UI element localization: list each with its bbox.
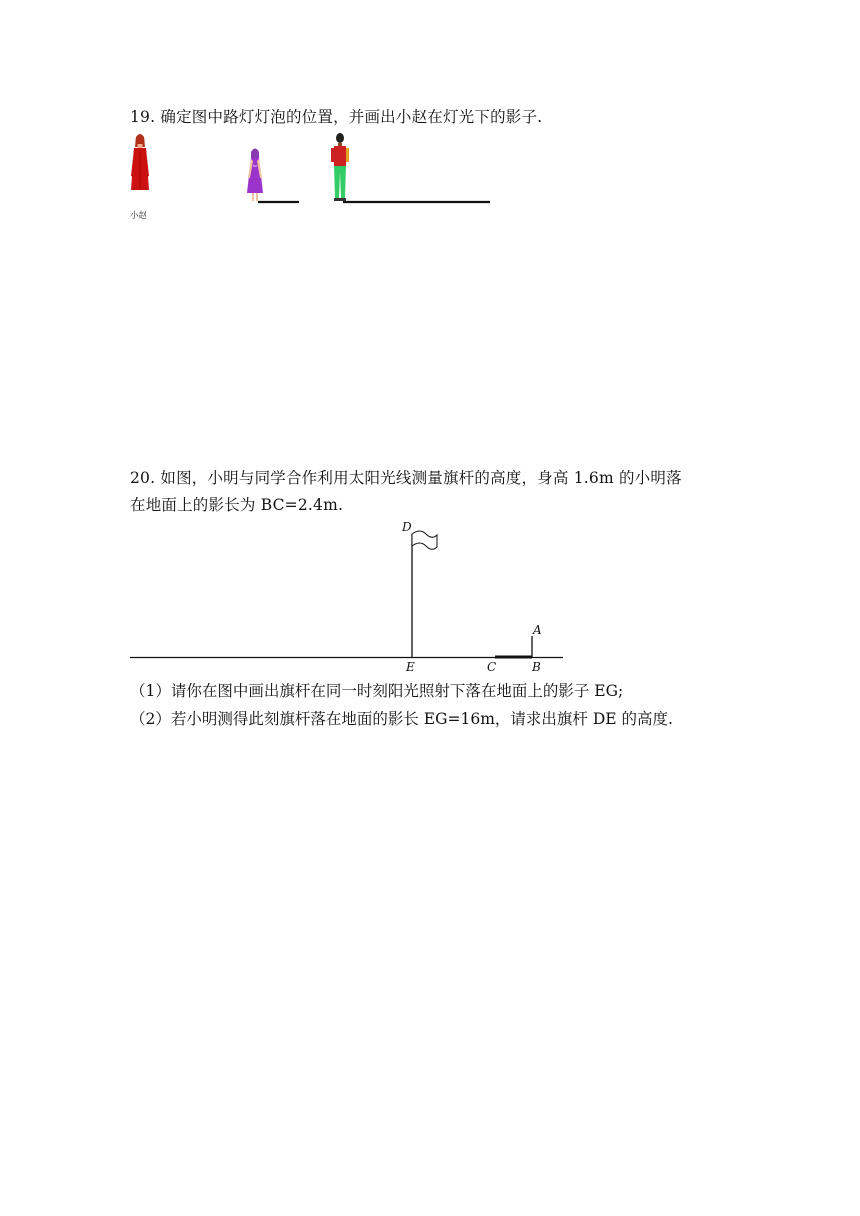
question-20-line2: 在地面上的影长为 BC=2.4m. <box>130 496 344 514</box>
question-20-part2: （2）若小明测得此刻旗杆落在地面的影长 EG=16m，请求出旗杆 DE 的高度. <box>130 710 673 728</box>
label-b: B <box>532 660 541 674</box>
label-c: C <box>487 660 497 674</box>
label-a: A <box>533 623 542 637</box>
question-20-line1: 20. 如图，小明与同学合作利用太阳光线测量旗杆的高度，身高 1.6m 的小明落 <box>130 469 682 487</box>
label-d: D <box>402 520 412 534</box>
flag <box>412 531 437 549</box>
xiaozhao-caption: 小赵 <box>130 211 148 221</box>
label-e: E <box>406 660 415 674</box>
question-20-part1: （1）请你在图中画出旗杆在同一时刻阳光照射下落在地面上的影子 EG; <box>130 682 624 700</box>
question-19-text: 19. 确定图中路灯灯泡的位置，并画出小赵在灯光下的影子. <box>130 108 543 126</box>
